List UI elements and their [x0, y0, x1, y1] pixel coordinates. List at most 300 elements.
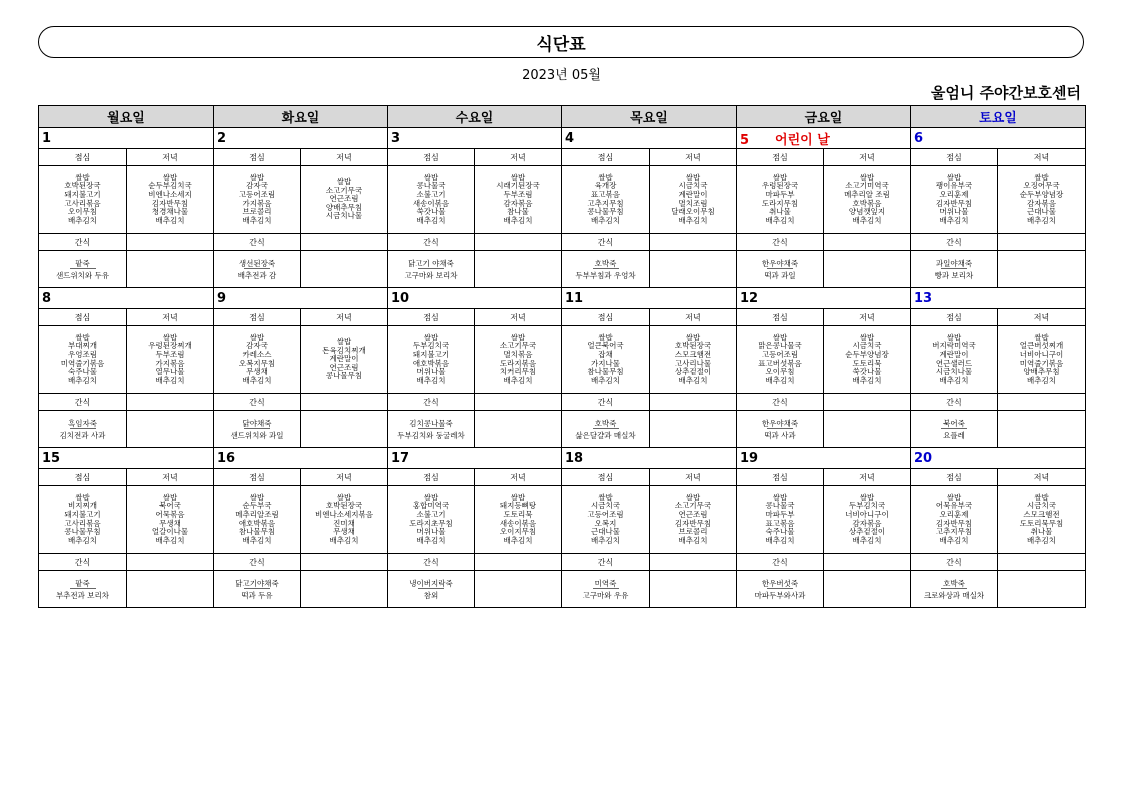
menu-item: 잡채 — [598, 349, 613, 359]
menu-item: 너비아니구이 — [845, 509, 889, 519]
snack-menu-empty — [998, 411, 1086, 448]
menu-item: 양배추무침 — [1023, 367, 1060, 377]
menu-item: 참나물 — [507, 207, 529, 217]
snack-label: 간식 — [214, 394, 301, 411]
menu-item: 머위나물 — [416, 527, 446, 537]
menu-item: 호박볶음 — [852, 198, 882, 208]
menu-item: 쌀밥 — [336, 177, 352, 187]
menu-item: 근대나물 — [1027, 207, 1056, 217]
menu-item: 쌀밥 — [598, 492, 613, 502]
menu-item: 오징어무국 — [1023, 181, 1060, 191]
snack-menu-empty — [824, 571, 911, 608]
dinner-label: 저녁 — [301, 309, 388, 326]
snack-label-empty — [650, 394, 737, 411]
menu-item: 배추김치 — [503, 215, 533, 225]
menu-item: 김자반무침 — [674, 518, 712, 528]
menu-item: 콩나물무침 — [587, 207, 624, 217]
lunch-label: 점심 — [39, 309, 127, 326]
menu-item: 돼지불고기 — [64, 509, 101, 519]
dinner-menu — [998, 326, 1086, 394]
menu-item: 새송이볶음 — [499, 518, 537, 528]
lunch-menu — [737, 166, 824, 234]
menu-item: 양배추무침 — [325, 202, 363, 212]
dinner-label: 저녁 — [650, 309, 737, 326]
menu-item: 두부조림 — [503, 189, 533, 199]
lunch-label: 점심 — [214, 149, 301, 166]
menu-item: 메추리알 조림 — [844, 189, 890, 199]
menu-item: 쌀밥 — [249, 172, 265, 182]
date-number: 3 — [391, 130, 401, 146]
snack-menu-empty — [127, 251, 214, 288]
date-number: 9 — [217, 290, 227, 306]
menu-item: 쌀밥 — [423, 332, 439, 342]
lunch-label: 점심 — [737, 469, 824, 486]
lunch-label: 점심 — [388, 469, 475, 486]
lunch-label: 점심 — [911, 149, 998, 166]
lunch-menu — [388, 486, 475, 554]
menu-item: 쌀밥 — [162, 172, 178, 182]
weekday-header-row — [39, 106, 1086, 128]
lunch-label: 점심 — [911, 469, 998, 486]
date-row — [39, 448, 1086, 469]
snack-menu-empty — [475, 411, 562, 448]
menu-item: 돼지등뼈탕 — [499, 501, 537, 511]
weekday-wednesday: 수요일 — [388, 106, 562, 128]
menu-item: 배추김치 — [242, 535, 272, 545]
lunch-menu — [39, 326, 127, 394]
lunch-label: 점심 — [39, 149, 127, 166]
dinner-menu — [475, 166, 562, 234]
menu-item: 달래오이무침 — [671, 207, 715, 217]
snack-side: 고구마와 우유 — [582, 590, 629, 600]
menu-item: 도토리묵 — [503, 509, 533, 519]
menu-item: 어묵볶음 — [155, 509, 185, 519]
menu-item: 감자국 — [246, 341, 268, 351]
snack-label: 간식 — [39, 234, 127, 251]
menu-item: 콩나물무침 — [64, 527, 101, 537]
lunch-menu — [39, 166, 127, 234]
snack-menu — [911, 411, 998, 448]
snack-side: 떡과 두유 — [241, 590, 273, 600]
menu-item: 애호박볶음 — [412, 358, 450, 368]
snack-porridge: 흑임자죽 — [68, 418, 97, 428]
snack-label-empty — [824, 394, 911, 411]
date-number: 16 — [217, 450, 236, 466]
date-number: 20 — [914, 450, 933, 466]
snack-porridge: 김치콩나물죽 — [409, 418, 453, 428]
snack-porridge: 한우야채죽 — [761, 258, 799, 268]
snack-side: 부추전과 보리차 — [55, 590, 110, 600]
snack-side: 요플레 — [943, 430, 965, 440]
dinner-label: 저녁 — [824, 469, 911, 486]
menu-item: 고사리볶음 — [64, 518, 101, 528]
menu-item: 소불고기 — [416, 189, 446, 199]
date-number: 2 — [217, 130, 227, 146]
menu-item: 스모크햄전 — [674, 349, 712, 359]
title-text: 식단표 — [536, 34, 586, 55]
menu-item: 참나물무침 — [587, 367, 624, 377]
menu-item: 표고볶음 — [765, 518, 795, 528]
menu-item: 배추김치 — [678, 375, 708, 385]
menu-item: 쌀밥 — [1034, 492, 1049, 502]
menu-item: 시금치나물 — [325, 211, 363, 221]
menu-item: 순두부양념장 — [1019, 189, 1064, 199]
menu-item: 애호박볶음 — [238, 518, 276, 528]
snack-label-empty — [824, 234, 911, 251]
snack-label: 간식 — [214, 234, 301, 251]
snack-label-empty — [127, 234, 214, 251]
menu-item: 배추김치 — [939, 375, 969, 385]
menu-item: 쌀밥 — [859, 492, 875, 502]
weekday-friday: 금요일 — [737, 106, 911, 128]
menu-item: 진미채 — [333, 518, 355, 528]
menu-item: 배추김치 — [1027, 215, 1056, 225]
menu-item: 취나물 — [1030, 527, 1053, 537]
menu-item: 시금치국 — [591, 501, 620, 511]
menu-item: 도라지무침 — [761, 198, 799, 208]
lunch-label: 점심 — [911, 309, 998, 326]
dinner-menu — [650, 326, 737, 394]
dinner-label: 저녁 — [127, 309, 214, 326]
lunch-label: 점심 — [562, 149, 650, 166]
weekday-thursday: 목요일 — [562, 106, 737, 128]
snack-label: 간식 — [388, 234, 475, 251]
snack-side: 두부김치와 둥굴레차 — [397, 430, 465, 440]
menu-item: 무생채 — [246, 367, 268, 377]
dinner-menu — [650, 486, 737, 554]
menu-item: 배추김치 — [416, 535, 446, 545]
dinner-label: 저녁 — [475, 149, 562, 166]
snack-menu — [737, 411, 824, 448]
menu-item: 비지찌개 — [68, 501, 97, 511]
snack-side: 삶은달걀과 매실차 — [575, 430, 636, 440]
menu-item: 고추지무침 — [587, 198, 624, 208]
date-number: 13 — [914, 290, 933, 306]
date-number: 11 — [565, 290, 584, 306]
snack-label: 간식 — [562, 394, 650, 411]
menu-item: 오이무침 — [68, 207, 97, 217]
menu-item: 열무나물 — [155, 367, 185, 377]
menu-item: 고등어조림 — [761, 349, 799, 359]
menu-item: 홍합미역국 — [412, 501, 450, 511]
date-cell — [737, 448, 911, 469]
date-number: 1 — [42, 130, 52, 146]
menu-item: 쌀밥 — [685, 172, 701, 182]
menu-item: 감자볶음 — [1027, 198, 1056, 208]
menu-item: 브로콜리 — [678, 527, 708, 537]
menu-item: 쑥갓나물 — [852, 367, 882, 377]
menu-item: 우렁된장찌개 — [148, 341, 192, 351]
lunch-label: 점심 — [737, 309, 824, 326]
date-cell — [388, 288, 562, 309]
date-cell — [214, 448, 388, 469]
menu-item: 도라지초무침 — [409, 518, 453, 528]
snack-menu-empty — [475, 571, 562, 608]
date-number: 12 — [740, 290, 759, 306]
lunch-menu — [737, 486, 824, 554]
menu-item: 계란말이 — [678, 189, 708, 199]
menu-item: 미역줄기볶음 — [1019, 358, 1064, 368]
menu-item: 배추김치 — [68, 215, 97, 225]
snack-menu — [39, 571, 127, 608]
date-cell — [39, 288, 214, 309]
dinner-menu — [127, 486, 214, 554]
snack-menu — [911, 251, 998, 288]
snack-porridge: 호박죽 — [943, 578, 965, 588]
menu-item: 근대나물 — [591, 527, 620, 537]
snack-side: 배추전과 감 — [237, 270, 277, 280]
snack-side: 샌드위치와 과일 — [230, 430, 284, 440]
menu-item: 비엔나소세지 — [148, 189, 192, 199]
snack-menu — [388, 251, 475, 288]
menu-item: 양념깻잎지 — [848, 207, 886, 217]
menu-item: 배추김치 — [852, 375, 882, 385]
menu-item: 고등어조림 — [587, 509, 624, 519]
snack-label-empty — [301, 394, 388, 411]
dinner-label: 저녁 — [301, 149, 388, 166]
menu-item: 쌀밥 — [510, 332, 526, 342]
lunch-label: 점심 — [39, 469, 127, 486]
date-cell — [562, 448, 737, 469]
snack-porridge: 닭고기 야채죽 — [408, 258, 454, 268]
snack-menu — [562, 251, 650, 288]
snack-menu — [388, 411, 475, 448]
dinner-label: 저녁 — [475, 469, 562, 486]
menu-item: 숙주나물 — [765, 527, 795, 537]
menu-item: 배추김치 — [765, 215, 795, 225]
menu-item: 배추김치 — [939, 535, 969, 545]
snack-menu — [214, 411, 301, 448]
menu-item: 쌀밥 — [423, 172, 439, 182]
snack-label: 간식 — [911, 554, 998, 571]
dinner-menu — [301, 326, 388, 394]
menu-item: 쌀밥 — [946, 172, 962, 182]
snack-porridge: 팥죽 — [75, 578, 90, 588]
snack-label-row — [39, 394, 1086, 411]
menu-item: 우엉조림 — [68, 349, 97, 359]
menu-item: 치커리무침 — [499, 367, 537, 377]
menu-item: 소고기무국 — [674, 501, 712, 511]
menu-item: 돼지불고기 — [64, 189, 101, 199]
menu-item: 배추김치 — [242, 215, 272, 225]
menu-item: 배추김치 — [1027, 535, 1056, 545]
snack-label-empty — [650, 234, 737, 251]
menu-item: 오리훈제 — [939, 509, 969, 519]
menu-item: 시래기된장국 — [496, 181, 540, 191]
snack-label: 간식 — [562, 554, 650, 571]
snack-porridge: 한우버섯죽 — [761, 578, 799, 588]
dinner-label: 저녁 — [824, 149, 911, 166]
snack-menu — [39, 251, 127, 288]
date-cell — [214, 288, 388, 309]
center-name: 울엄니 주야간보호센터 — [930, 84, 1081, 102]
meal-label-row — [39, 149, 1086, 166]
snack-menu — [388, 571, 475, 608]
lunch-menu — [39, 486, 127, 554]
menu-item: 김자반무침 — [935, 198, 973, 208]
snack-porridge: 한우야채죽 — [761, 418, 799, 428]
menu-item: 고사리나물 — [674, 358, 712, 368]
menu-item: 취나물 — [769, 207, 791, 217]
menu-item: 무생채 — [333, 527, 355, 537]
menu-item: 배추김치 — [68, 535, 97, 545]
snack-side: 마파두부와사과 — [754, 590, 806, 600]
menu-item: 쌀밥 — [946, 332, 962, 342]
menu-item: 마파두부 — [765, 189, 795, 199]
snack-menu-empty — [998, 571, 1086, 608]
lunch-label: 점심 — [388, 309, 475, 326]
menu-item: 머위나물 — [939, 207, 969, 217]
menu-item: 쌀밥 — [1034, 172, 1049, 182]
menu-item: 무생채 — [159, 518, 181, 528]
date-number: 10 — [391, 290, 410, 306]
snack-menu — [911, 571, 998, 608]
lunch-menu — [214, 166, 301, 234]
lunch-menu — [214, 486, 301, 554]
snack-porridge: 닭고기야채죽 — [235, 578, 279, 588]
meal-label-row — [39, 469, 1086, 486]
snack-label: 간식 — [214, 554, 301, 571]
menu-item: 배추김치 — [765, 535, 795, 545]
weekday-tuesday: 화요일 — [214, 106, 388, 128]
menu-item: 얼큰북어국 — [587, 341, 624, 351]
menu-item: 쌀밥 — [75, 332, 90, 342]
snack-label: 간식 — [39, 394, 127, 411]
menu-item: 배추김치 — [591, 535, 620, 545]
snack-label-empty — [475, 394, 562, 411]
dinner-menu — [998, 166, 1086, 234]
snack-menu-empty — [650, 411, 737, 448]
menu-item: 쌀밥 — [162, 492, 178, 502]
snack-label-empty — [127, 394, 214, 411]
snack-porridge: 팥죽 — [75, 258, 90, 268]
snack-label-empty — [301, 554, 388, 571]
snack-porridge: 과일야채죽 — [935, 258, 973, 268]
menu-item: 맑은콩나물국 — [758, 341, 802, 351]
menu-item: 감자국 — [246, 181, 268, 191]
menu-row — [39, 326, 1086, 394]
lunch-label: 점심 — [562, 469, 650, 486]
menu-item: 비엔나소세지볶음 — [315, 509, 373, 519]
menu-item: 카레소스 — [242, 349, 272, 359]
menu-row — [39, 486, 1086, 554]
snack-side: 고구마와 보리차 — [404, 270, 458, 280]
dinner-label: 저녁 — [301, 469, 388, 486]
snack-label-empty — [650, 554, 737, 571]
snack-menu-row — [39, 411, 1086, 448]
menu-item: 쌀밥 — [685, 332, 701, 342]
lunch-label: 점심 — [562, 309, 650, 326]
snack-label-empty — [475, 554, 562, 571]
snack-label-empty — [998, 554, 1086, 571]
lunch-label: 점심 — [214, 469, 301, 486]
dinner-label: 저녁 — [650, 469, 737, 486]
date-cell — [562, 288, 737, 309]
lunch-menu — [737, 326, 824, 394]
menu-item: 쌀밥 — [946, 492, 962, 502]
dinner-label: 저녁 — [824, 309, 911, 326]
menu-item: 쌀밥 — [249, 492, 265, 502]
menu-item: 쌀밥 — [75, 172, 90, 182]
menu-item: 쌀밥 — [859, 172, 875, 182]
menu-item: 배추김치 — [155, 215, 185, 225]
weekday-monday: 월요일 — [39, 106, 214, 128]
dinner-menu — [127, 166, 214, 234]
snack-porridge: 호박죽 — [594, 258, 617, 268]
snack-porridge: 호박죽 — [594, 418, 617, 428]
menu-item: 순두부김치국 — [148, 181, 192, 191]
menu-item: 고사리볶음 — [64, 198, 101, 208]
menu-item: 오복지 — [594, 518, 617, 528]
snack-label-empty — [824, 554, 911, 571]
snack-menu-empty — [301, 411, 388, 448]
menu-item: 쌀밥 — [423, 492, 439, 502]
menu-item: 배추김치 — [591, 375, 620, 385]
snack-label-empty — [301, 234, 388, 251]
date-cell — [39, 448, 214, 469]
dinner-label: 저녁 — [998, 309, 1086, 326]
menu-item: 우렁된장국 — [761, 181, 799, 191]
menu-item: 배추김치 — [939, 215, 969, 225]
date-number: 5 — [740, 132, 750, 148]
date-row — [39, 288, 1086, 309]
dinner-label: 저녁 — [475, 309, 562, 326]
snack-label: 간식 — [737, 554, 824, 571]
menu-item: 멸치볶음 — [503, 349, 533, 359]
snack-label: 간식 — [562, 234, 650, 251]
dinner-label: 저녁 — [650, 149, 737, 166]
menu-item: 쌀밥 — [598, 332, 613, 342]
menu-item: 스모크햄전 — [1023, 509, 1060, 519]
menu-item: 쌀밥 — [510, 492, 526, 502]
snack-label: 간식 — [911, 234, 998, 251]
menu-item: 시금치국 — [1027, 501, 1056, 511]
date-number: 17 — [391, 450, 410, 466]
menu-item: 고등어조림 — [238, 189, 276, 199]
dinner-menu — [824, 486, 911, 554]
menu-item: 호박된장국 — [674, 341, 712, 351]
holiday-label: 어린이 날 — [775, 132, 830, 148]
menu-item: 도라지볶음 — [499, 358, 537, 368]
snack-label: 간식 — [39, 554, 127, 571]
menu-item: 배추김치 — [416, 215, 446, 225]
snack-side: 크로와상과 매실차 — [923, 590, 985, 600]
menu-item: 콩나물무침 — [325, 371, 363, 381]
dinner-menu — [475, 486, 562, 554]
lunch-menu — [562, 166, 650, 234]
snack-menu — [562, 411, 650, 448]
lunch-menu — [911, 166, 998, 234]
dinner-menu — [127, 326, 214, 394]
menu-item: 쌀밥 — [336, 337, 352, 347]
month-label: 2023년 05월 — [522, 68, 601, 83]
menu-item: 계란말이 — [939, 349, 969, 359]
menu-item: 호박된장국 — [325, 501, 363, 511]
snack-porridge: 미역죽 — [594, 578, 617, 588]
snack-label-row — [39, 554, 1086, 571]
menu-item: 쌀밥 — [336, 492, 352, 502]
menu-item: 참나물무침 — [238, 527, 276, 537]
menu-item: 계란말이 — [329, 354, 359, 364]
date-cell — [388, 448, 562, 469]
snack-menu — [737, 571, 824, 608]
menu-item: 배추김치 — [678, 215, 708, 225]
snack-menu — [214, 571, 301, 608]
menu-item: 상추겉절이 — [848, 527, 886, 537]
snack-side: 빵과 보리차 — [934, 270, 974, 280]
dinner-menu — [301, 486, 388, 554]
snack-menu-empty — [127, 411, 214, 448]
